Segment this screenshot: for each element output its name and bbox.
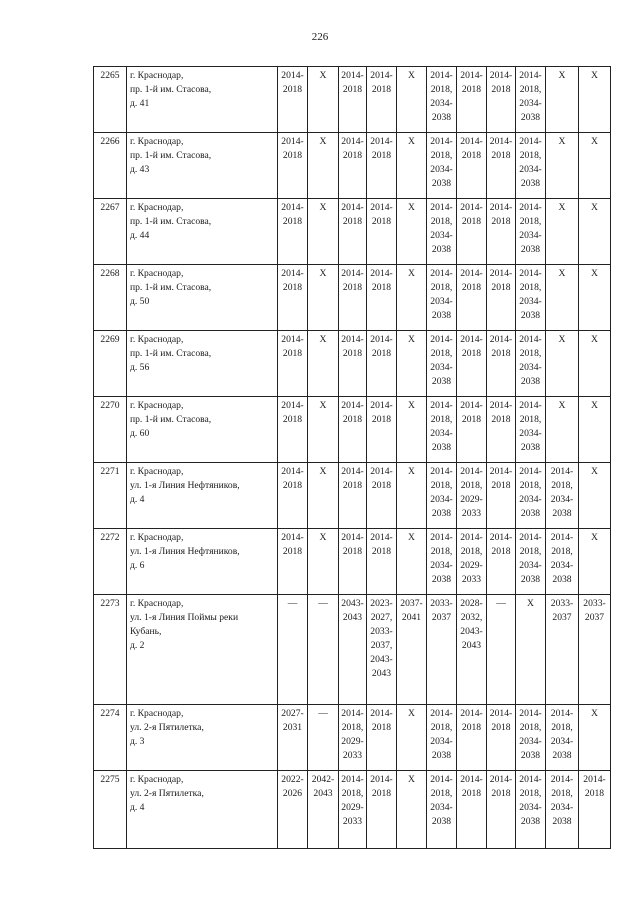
address-cell	[127, 463, 278, 529]
period-cell: 2022- 2026	[278, 771, 308, 849]
period-cell: X	[397, 529, 427, 595]
address-line: ул. 2-я Пятилетка,	[130, 722, 204, 733]
period-cell: 2014- 2018	[367, 199, 397, 265]
period-cell: 2014- 2018, 2034- 2038	[516, 133, 546, 199]
period-cell: 2014- 2018	[339, 67, 367, 133]
period-cell: X	[579, 529, 611, 595]
period-cell: 2014- 2018, 2034- 2038	[516, 397, 546, 463]
period-cell: —	[308, 705, 339, 771]
period-cell: X	[546, 133, 579, 199]
period-cell: 2014- 2018, 2034- 2038	[427, 705, 457, 771]
table-row	[94, 463, 611, 529]
period-cell: 2028- 2032, 2043- 2043	[457, 595, 487, 705]
address-line: Кубань,	[130, 626, 162, 637]
period-cell: 2014- 2018, 2034- 2038	[546, 463, 579, 529]
period-cell: 2014- 2018, 2034- 2038	[427, 529, 457, 595]
period-cell: 2014- 2018	[339, 331, 367, 397]
period-cell: X	[308, 397, 339, 463]
period-cell: 2042- 2043	[308, 771, 339, 849]
period-cell: 2014- 2018, 2034- 2038	[546, 771, 579, 849]
address-line: д. 43	[130, 164, 150, 175]
address-cell	[127, 595, 278, 705]
address-line: г. Краснодар,	[130, 466, 184, 477]
period-cell: X	[308, 463, 339, 529]
period-cell: 2014- 2018	[457, 67, 487, 133]
period-cell: 2014- 2018, 2034- 2038	[427, 463, 457, 529]
period-cell: X	[308, 265, 339, 331]
period-cell: 2014- 2018, 2029- 2033	[339, 705, 367, 771]
period-cell: 2014- 2018	[339, 133, 367, 199]
period-cell: 2014- 2018	[367, 331, 397, 397]
period-cell: 2014- 2018	[278, 331, 308, 397]
period-cell: 2014- 2018	[367, 133, 397, 199]
period-cell: 2014- 2018	[367, 397, 397, 463]
address-line: д. 3	[130, 736, 145, 747]
period-cell: X	[397, 199, 427, 265]
address-line: г. Краснодар,	[130, 70, 184, 81]
address-line: д. 44	[130, 230, 150, 241]
register-body	[94, 67, 611, 849]
address-line: г. Краснодар,	[130, 268, 184, 279]
address-line: пр. 1-й им. Стасова,	[130, 348, 212, 359]
address-line: г. Краснодар,	[130, 400, 184, 411]
period-cell: 2033- 2037	[579, 595, 611, 705]
period-cell: X	[579, 67, 611, 133]
period-cell: 2014- 2018, 2034- 2038	[427, 133, 457, 199]
address-cell	[127, 67, 278, 133]
period-cell: X	[397, 705, 427, 771]
period-cell: X	[579, 199, 611, 265]
period-cell: X	[308, 67, 339, 133]
address-line: пр. 1-й им. Стасова,	[130, 150, 212, 161]
address-line: г. Краснодар,	[130, 334, 184, 345]
period-cell: 2014- 2018	[367, 265, 397, 331]
period-cell: 2014- 2018	[579, 771, 611, 849]
period-cell: X	[579, 397, 611, 463]
period-cell: X	[546, 265, 579, 331]
period-cell: X	[397, 265, 427, 331]
period-cell: 2014- 2018	[339, 199, 367, 265]
address-cell	[127, 199, 278, 265]
period-cell: 2014- 2018, 2034- 2038	[427, 67, 457, 133]
period-cell: 2014- 2018	[457, 771, 487, 849]
period-cell: X	[308, 529, 339, 595]
period-cell: 2014- 2018	[487, 133, 516, 199]
table-row	[94, 67, 611, 133]
period-cell: 2014- 2018, 2034- 2038	[516, 529, 546, 595]
address-line: пр. 1-й им. Стасова,	[130, 282, 212, 293]
address-line: д. 4	[130, 802, 145, 813]
address-cell	[127, 133, 278, 199]
period-cell: 2014- 2018, 2029- 2033	[339, 771, 367, 849]
address-line: г. Краснодар,	[130, 598, 184, 609]
period-cell: X	[579, 705, 611, 771]
period-cell: 2014- 2018	[339, 265, 367, 331]
period-cell: 2014- 2018	[339, 397, 367, 463]
period-cell: 2014- 2018, 2034- 2038	[427, 199, 457, 265]
row-number: 2268	[94, 265, 127, 331]
period-cell: X	[308, 133, 339, 199]
table-row	[94, 397, 611, 463]
period-cell: 2014- 2018	[457, 133, 487, 199]
period-cell: —	[308, 595, 339, 705]
period-cell: 2014- 2018	[367, 463, 397, 529]
period-cell: 2014- 2018	[487, 397, 516, 463]
period-cell: 2014- 2018, 2034- 2038	[427, 265, 457, 331]
period-cell: 2033- 2037	[427, 595, 457, 705]
row-number: 2271	[94, 463, 127, 529]
address-line: д. 2	[130, 640, 145, 651]
period-cell: 2014- 2018	[278, 397, 308, 463]
address-cell	[127, 529, 278, 595]
period-cell: 2014- 2018	[487, 199, 516, 265]
period-cell: 2014- 2018, 2034- 2038	[516, 265, 546, 331]
address-line: г. Краснодар,	[130, 774, 184, 785]
period-cell: 2023- 2027, 2033- 2037, 2043- 2043	[367, 595, 397, 705]
period-cell: 2014- 2018, 2034- 2038	[427, 331, 457, 397]
period-cell: 2014- 2018	[457, 199, 487, 265]
table-row	[94, 595, 611, 705]
address-line: г. Краснодар,	[130, 136, 184, 147]
period-cell: X	[546, 67, 579, 133]
period-cell: X	[579, 265, 611, 331]
address-line: ул. 1-я Линия Нефтяников,	[130, 480, 240, 491]
address-line: пр. 1-й им. Стасова,	[130, 216, 212, 227]
period-cell: 2014- 2018	[487, 705, 516, 771]
period-cell: X	[397, 397, 427, 463]
period-cell: 2043- 2043	[339, 595, 367, 705]
period-cell: 2014- 2018	[278, 133, 308, 199]
row-number: 2274	[94, 705, 127, 771]
address-line: ул. 1-я Линия Нефтяников,	[130, 546, 240, 557]
period-cell: X	[579, 463, 611, 529]
period-cell: X	[397, 331, 427, 397]
period-cell: 2014- 2018	[278, 529, 308, 595]
address-line: д. 56	[130, 362, 150, 373]
period-cell: X	[579, 331, 611, 397]
row-number: 2270	[94, 397, 127, 463]
address-cell	[127, 331, 278, 397]
address-cell	[127, 705, 278, 771]
period-cell: 2033- 2037	[546, 595, 579, 705]
period-cell: 2014- 2018, 2029- 2033	[457, 463, 487, 529]
period-cell: —	[278, 595, 308, 705]
period-cell: X	[546, 199, 579, 265]
table-row	[94, 705, 611, 771]
address-line: пр. 1-й им. Стасова,	[130, 84, 212, 95]
period-cell: 2014- 2018, 2034- 2038	[427, 771, 457, 849]
address-cell	[127, 771, 278, 849]
register-table	[93, 66, 611, 849]
period-cell: 2014- 2018	[278, 199, 308, 265]
period-cell: 2014- 2018	[457, 265, 487, 331]
address-line: д. 60	[130, 428, 150, 439]
period-cell: X	[546, 331, 579, 397]
row-number: 2266	[94, 133, 127, 199]
address-cell	[127, 397, 278, 463]
address-line: г. Краснодар,	[130, 202, 184, 213]
period-cell: X	[397, 133, 427, 199]
address-line: д. 4	[130, 494, 145, 505]
period-cell: 2014- 2018, 2034- 2038	[427, 397, 457, 463]
page-number: 226	[311, 31, 329, 43]
period-cell: 2014- 2018	[278, 67, 308, 133]
row-number: 2273	[94, 595, 127, 705]
table-row	[94, 529, 611, 595]
period-cell: 2037- 2041	[397, 595, 427, 705]
period-cell: 2014- 2018	[339, 529, 367, 595]
period-cell: 2014- 2018, 2034- 2038	[546, 705, 579, 771]
period-cell: X	[308, 331, 339, 397]
period-cell: 2014- 2018	[278, 265, 308, 331]
period-cell: X	[579, 133, 611, 199]
period-cell: X	[397, 463, 427, 529]
period-cell: 2014- 2018, 2034- 2038	[516, 463, 546, 529]
table-row	[94, 331, 611, 397]
period-cell: X	[397, 771, 427, 849]
period-cell: 2014- 2018	[487, 331, 516, 397]
period-cell: 2014- 2018	[339, 463, 367, 529]
period-cell: 2014- 2018	[487, 265, 516, 331]
period-cell: 2014- 2018, 2034- 2038	[516, 199, 546, 265]
period-cell: 2014- 2018	[487, 67, 516, 133]
address-line: д. 6	[130, 560, 145, 571]
address-line: пр. 1-й им. Стасова,	[130, 414, 212, 425]
row-number: 2269	[94, 331, 127, 397]
row-number: 2275	[94, 771, 127, 849]
period-cell: 2027- 2031	[278, 705, 308, 771]
period-cell: 2014- 2018, 2034- 2038	[546, 529, 579, 595]
table-row	[94, 771, 611, 849]
period-cell: X	[516, 595, 546, 705]
address-line: д. 41	[130, 98, 150, 109]
period-cell: 2014- 2018, 2034- 2038	[516, 705, 546, 771]
period-cell: 2014- 2018	[278, 463, 308, 529]
period-cell: 2014- 2018	[367, 705, 397, 771]
row-number: 2272	[94, 529, 127, 595]
table-row	[94, 265, 611, 331]
period-cell: 2014- 2018	[457, 331, 487, 397]
address-cell	[127, 265, 278, 331]
address-line: г. Краснодар,	[130, 708, 184, 719]
period-cell: 2014- 2018	[487, 463, 516, 529]
period-cell: —	[487, 595, 516, 705]
row-number: 2265	[94, 67, 127, 133]
period-cell: X	[397, 67, 427, 133]
period-cell: 2014- 2018	[367, 771, 397, 849]
period-cell: 2014- 2018, 2034- 2038	[516, 67, 546, 133]
period-cell: X	[546, 397, 579, 463]
table-row	[94, 133, 611, 199]
period-cell: 2014- 2018	[457, 705, 487, 771]
address-line: ул. 1-я Линия Поймы реки	[130, 612, 239, 623]
period-cell: 2014- 2018	[487, 529, 516, 595]
row-number: 2267	[94, 199, 127, 265]
address-line: д. 50	[130, 296, 150, 307]
table-row	[94, 199, 611, 265]
period-cell: 2014- 2018	[457, 397, 487, 463]
period-cell: 2014- 2018, 2034- 2038	[516, 331, 546, 397]
address-line: г. Краснодар,	[130, 532, 184, 543]
address-line: ул. 2-я Пятилетка,	[130, 788, 204, 799]
period-cell: 2014- 2018	[367, 529, 397, 595]
period-cell: 2014- 2018, 2029- 2033	[457, 529, 487, 595]
period-cell: 2014- 2018	[487, 771, 516, 849]
period-cell: 2014- 2018, 2034- 2038	[516, 771, 546, 849]
period-cell: 2014- 2018	[367, 67, 397, 133]
period-cell: X	[308, 199, 339, 265]
